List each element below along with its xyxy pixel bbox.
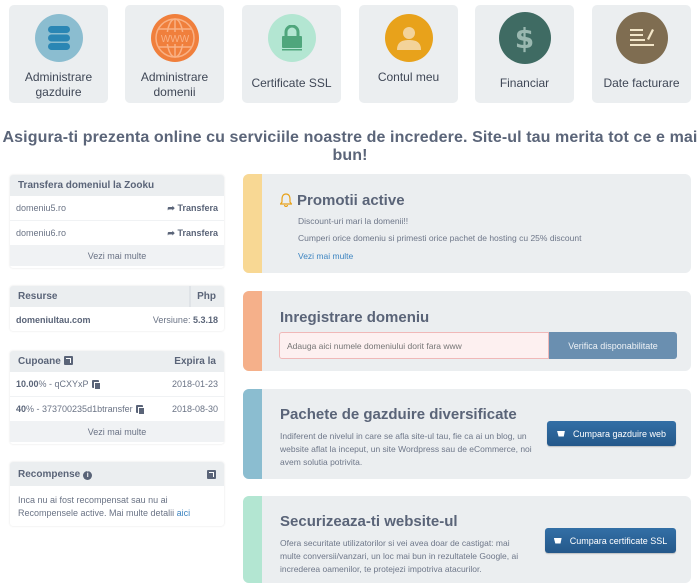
- panel-header: [10, 462, 224, 486]
- panel-header: [10, 286, 224, 307]
- invoice-icon: [616, 12, 668, 64]
- rewards-text-block: [10, 486, 224, 526]
- coupon-code: % - 373700235d1btransfer: [26, 404, 133, 414]
- rewards-text: Inca nu ai fost recompensat sau nu ai Recompensele active. Mai multe detalii: [18, 495, 175, 518]
- buy-ssl-button[interactable]: Cumpara certificate SSL: [545, 528, 676, 553]
- transfer-row: [10, 196, 224, 221]
- promo-line-2: Cumperi orice domeniu si primesti orice pachet de hosting cu 25% discount: [298, 233, 582, 243]
- lock-icon: [268, 14, 316, 62]
- promotions-card: [243, 174, 691, 273]
- panel-header: [10, 351, 224, 372]
- tile-label: Financiar: [499, 76, 550, 90]
- domain-search-input[interactable]: [279, 332, 549, 359]
- coupons-panel: [10, 351, 224, 444]
- copy-icon[interactable]: [136, 405, 143, 413]
- tile-administrare-domenii[interactable]: [125, 5, 224, 103]
- tile-contul-meu[interactable]: [359, 5, 458, 103]
- coupon-row: [10, 372, 224, 397]
- share-arrow-icon: ➦: [167, 202, 178, 213]
- user-icon: [385, 14, 433, 62]
- domain-registration-card: [243, 291, 691, 371]
- hosting-card: [243, 389, 691, 479]
- tile-certificate-ssl[interactable]: [242, 5, 341, 103]
- php-version: 5.3.18: [192, 314, 218, 325]
- external-link-icon[interactable]: [64, 356, 73, 365]
- coupon-expiry: 2018-01-23: [171, 379, 218, 389]
- panel-title: Cupoane: [18, 356, 61, 367]
- tile-label: Administrare: [24, 70, 93, 84]
- resources-panel: [10, 286, 224, 331]
- database-icon: [35, 14, 83, 62]
- expires-column-header: Expira la: [174, 356, 216, 367]
- tile-financiar[interactable]: [475, 5, 574, 103]
- transfer-link[interactable]: ➦ Transfera: [167, 227, 218, 238]
- hosting-description: Indiferent de nivelul in care se afla site-ul tau, fie ca ai un blog, un website aflat la inceput, un site Wordpress sau de eCommerce, noi avem solutia potrivita.: [280, 431, 532, 467]
- panel-title: Resurse: [18, 291, 58, 302]
- rewards-details-link[interactable]: aici: [176, 508, 191, 518]
- accent-bar: [243, 389, 262, 479]
- dollar-icon: $: [499, 12, 551, 64]
- panel-title: Recompense: [18, 468, 81, 480]
- accent-bar: [243, 291, 262, 371]
- php-column-header: Php: [189, 286, 216, 307]
- resource-row: [10, 307, 224, 331]
- cart-icon: [554, 538, 562, 544]
- coupon-code: % - qCXYxP: [38, 379, 89, 389]
- page-headline: Asigura-ti prezenta online cu serviciile noastre de incredere. Site-ul tau merita tot ce e mai bun!: [2, 129, 698, 164]
- rewards-panel: [10, 462, 224, 526]
- tile-label: Date facturare: [603, 76, 680, 90]
- copy-icon[interactable]: [92, 380, 99, 388]
- quick-access-tiles: [9, 5, 691, 103]
- accent-bar: [243, 496, 262, 583]
- card-title: Promotii active: [297, 192, 405, 209]
- globe-www-icon: [151, 14, 199, 62]
- panel-title: Transfera domeniul la Zooku: [18, 180, 155, 191]
- buy-hosting-button[interactable]: Cumpara gazduire web: [547, 421, 676, 446]
- cart-icon: [557, 431, 565, 437]
- tile-label: Certificate SSL: [251, 76, 332, 90]
- domain-name: domeniu5.ro: [16, 203, 67, 213]
- see-more-link[interactable]: Vezi mai multe: [10, 422, 224, 442]
- tile-label: Contul meu: [377, 70, 440, 84]
- coupon-value: 10.00: [16, 379, 39, 389]
- promo-see-more-link[interactable]: Vezi mai multe: [298, 251, 354, 261]
- tile-date-facturare[interactable]: [592, 5, 691, 103]
- svg-text:WWW: WWW: [160, 34, 189, 45]
- panel-header: [10, 175, 224, 196]
- version-label: Versiune:: [152, 314, 191, 325]
- tile-label-2: domenii: [153, 85, 196, 99]
- coupon-expiry: 2018-08-30: [171, 404, 218, 414]
- see-more-link[interactable]: Vezi mai multe: [10, 246, 224, 266]
- transfer-link[interactable]: ➦ Transfera: [167, 202, 218, 213]
- promo-line-1: Discount-uri mari la domenii!!: [298, 216, 409, 226]
- external-link-icon[interactable]: [207, 470, 216, 479]
- check-availability-button[interactable]: Verifica disponabilitate: [549, 332, 677, 359]
- domain-name: domeniu6.ro: [16, 228, 67, 238]
- card-title: Inregistrare domeniu: [280, 309, 430, 326]
- ssl-card: [243, 496, 691, 583]
- tile-label-2: gazduire: [35, 85, 82, 99]
- accent-bar: [243, 174, 262, 273]
- ssl-description: Ofera securitate utilizatorilor si vei avea doar de castigat: mai multe conversii/vanzari, un loc mai bun in rezultatele Google, ai increderea oamenilor, te protejezi impotriva atacurilor.: [280, 538, 519, 574]
- bell-icon: [280, 193, 292, 212]
- transfer-row: [10, 221, 224, 246]
- resource-domain: domeniultau.com: [16, 314, 91, 325]
- coupon-row: [10, 397, 224, 422]
- share-arrow-icon: ➦: [167, 227, 178, 238]
- info-icon[interactable]: i: [83, 471, 92, 480]
- coupon-value: 40: [16, 404, 27, 414]
- tile-administrare-gazduire[interactable]: [9, 5, 108, 103]
- card-title: Pachete de gazduire diversificate: [280, 406, 517, 423]
- card-title: Securizeaza-ti website-ul: [280, 513, 458, 530]
- transfer-domain-panel: [10, 175, 224, 268]
- tile-label: Administrare: [140, 70, 209, 84]
